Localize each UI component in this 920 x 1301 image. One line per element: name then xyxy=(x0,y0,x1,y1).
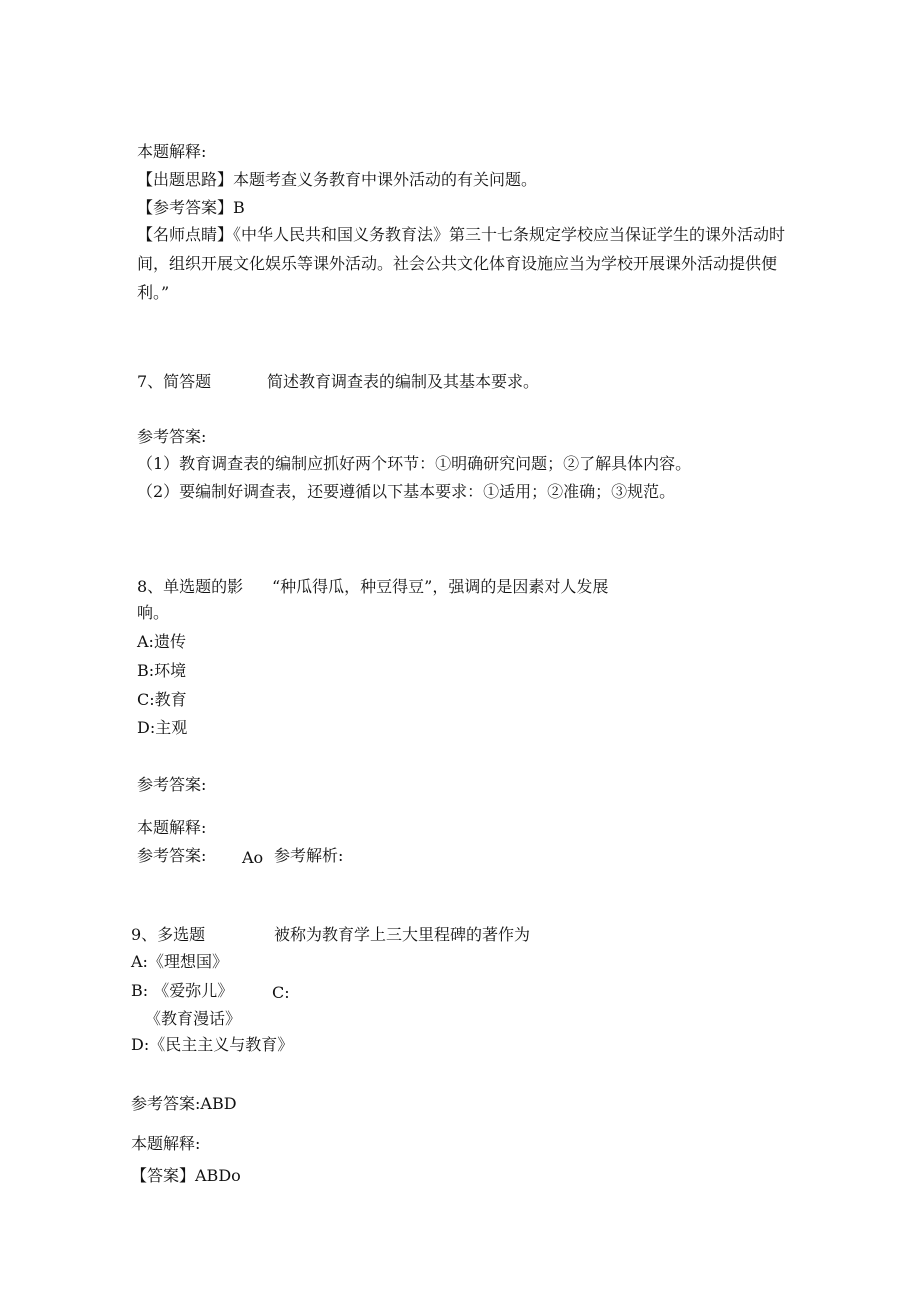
question-8-ref-analysis-label: 参考解析: xyxy=(274,846,344,865)
question-8-stem: “种瓜得瓜，种豆得豆”，强调的是因素对人发展 xyxy=(272,577,609,596)
option-d: D:主观 xyxy=(137,718,188,737)
question-7-answer-line-2: （2）要编制好调查表，还要遵循以下基本要求：①适用；②准确；③规范。 xyxy=(137,482,676,501)
question-7-number: 7、简答题 xyxy=(137,372,212,391)
option-c-text: 《教育漫话》 xyxy=(145,1009,242,1028)
question-9-number: 9、多选题 xyxy=(131,925,206,944)
option-d: D:《民主主义与教育》 xyxy=(131,1035,294,1054)
option-a: A:《理想国》 xyxy=(131,952,228,971)
question-8-stem-continued: 响。 xyxy=(137,603,170,622)
option-b: B: 《爱弥儿》 xyxy=(131,981,234,1000)
question-9-stem: 被称为教育学上三大里程碑的著作为 xyxy=(274,925,531,944)
question-8-ref-answer-label: 参考答案: xyxy=(137,846,207,865)
question-8-ref-answer-value: Ao xyxy=(242,848,264,867)
question-8-explain-label: 本题解释: xyxy=(137,818,207,837)
question-9-answer-tag: 【答案】ABDo xyxy=(131,1166,241,1185)
question-9-answer: 参考答案:ABD xyxy=(131,1094,237,1113)
question-7-answer-line-1: （1）教育调查表的编制应抓好两个环节：①明确研究问题；②了解具体内容。 xyxy=(137,454,692,473)
question-7-stem: 简述教育调查表的编制及其基本要求。 xyxy=(267,372,540,391)
question-idea: 【出题思路】本题考查义务教育中课外活动的有关问题。 xyxy=(137,170,538,189)
teacher-note: 【名师点睛】《中华人民共和国义务教育法》第三十七条规定学校应当保证学生的课外活动时间，组织开展文化娱乐等课外活动。社会公共文化体育设施应当为学校开展课外活动提供便利。” xyxy=(137,225,786,302)
option-a: A:遗传 xyxy=(137,632,186,651)
question-8-answer-label: 参考答案: xyxy=(137,775,207,794)
option-b: B:环境 xyxy=(137,661,187,680)
question-9-explain-label: 本题解释: xyxy=(131,1134,201,1153)
question-7-answer-label: 参考答案: xyxy=(137,427,207,446)
option-c-label: C: xyxy=(272,983,290,1002)
explain-label: 本题解释: xyxy=(137,142,207,161)
option-c: C:教育 xyxy=(137,690,187,709)
question-8-number: 8、单选题的影 xyxy=(137,577,244,596)
reference-answer: 【参考答案】B xyxy=(137,198,245,217)
